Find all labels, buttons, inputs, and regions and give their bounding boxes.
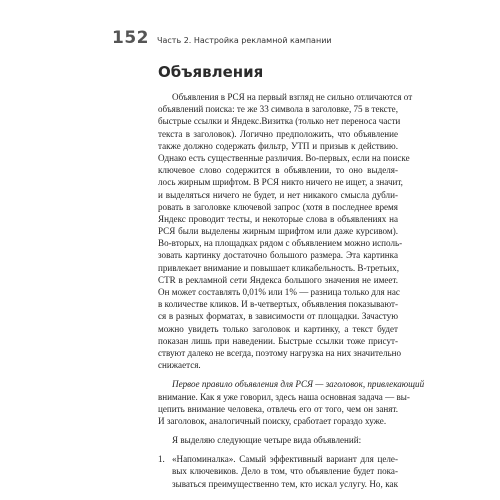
text-line: «Напоминалка». Самый эффективный вариант для целе- [172, 454, 398, 465]
text-line: привлекает внимание и повышает кликабельность. В-третьих, [158, 262, 399, 273]
text-line: зовать картинку достаточно большого размера. Эта картинка [158, 250, 398, 261]
text-line: в количестве кликов. И в-четвертых, объявления показывают- [158, 299, 398, 310]
list-item [158, 453, 398, 490]
text-line: вых ключевиков. Дело в том, что объявление будет пока- [172, 466, 398, 477]
text-line: Объявления в РСЯ на первый взгляд не сильно отличаются от [172, 92, 413, 102]
text-line: текста в заголовок). Логично предположить, что объявление [158, 128, 398, 139]
paragraph-spacer [158, 427, 398, 434]
list-item-number: 1. [158, 454, 165, 465]
paragraph-2 [158, 378, 425, 427]
text-line: И заголовок, аналогичный поиску, сработает гораздо хуже. [158, 415, 387, 426]
text-line: показан лишь при наведении. Быстрые ссылки тоже присут- [158, 335, 398, 346]
text-line: Во-вторых, на площадках рядом с объявлением можно исполь- [158, 238, 403, 249]
text-line: Яндекс проводит тесты, и некоторые слова в объявлениях на [158, 213, 398, 224]
numbered-list [158, 453, 398, 490]
list-item-first-line [158, 453, 398, 465]
page-header [112, 28, 332, 48]
italic-text-line: Первое правило объявления для РСЯ — заголовок, привлекающий [172, 379, 425, 390]
text-line: Однако есть существенные различия. Во-первых, если на поиске [158, 152, 410, 163]
text-line: внимание. Как я уже говорил, здесь наша основная задача — вы- [158, 391, 410, 402]
text-line: зываться преимущественно тем, кто искал услугу. Но, как [172, 478, 398, 489]
text-line: объявлений поиска: те же 33 символа в заголовке, 75 в тексте, [158, 104, 398, 115]
text-line: и выделяться ничего не будет, и нет никакого смысла дубли- [158, 189, 398, 200]
page-number: 152 [112, 28, 149, 48]
paragraph-1 [158, 91, 413, 371]
text-line: CTR в рекламной сети Яндекса большого значения не имеет. [158, 274, 398, 285]
paragraph-spacer [158, 446, 398, 453]
paragraph-spacer [158, 371, 398, 378]
body-text [158, 91, 425, 490]
running-head: Часть 2. Настройка рекламной кампании [157, 36, 332, 45]
text-line: также должно содержать фильтр, УТП и призыв к действию. [158, 140, 398, 151]
text-line: ся в разных форматах, в зависимости от площадки. Зачастую [158, 311, 398, 322]
text-line: ровать в заголовке ключевой запрос (хотя в последнее время [158, 201, 398, 212]
text-line: РСЯ были выделены жирным шрифтом или даже курсивом). [158, 226, 398, 237]
text-line: ключевое слово содержится в объявлении, то оно выделя- [158, 165, 398, 176]
text-line: быстрые ссылки и Яндекс.Визитка (только нет переноса части [158, 116, 401, 127]
section-title: Объявления [158, 63, 264, 81]
text-line: можно увидеть только заголовок и картинку, а текст будет [158, 323, 398, 334]
text-line: снижается. [158, 360, 201, 371]
paragraph-3 [158, 434, 398, 446]
text-line: лось жирным шрифтом. В РСЯ никто ничего не ищет, а значит, [158, 177, 403, 188]
text-line: ствуют далеко не всегда, поэтому нагрузка на них значительно [158, 347, 402, 358]
text-line: Он может составлять 0,01% или 1% — разница только для нас [158, 287, 400, 297]
text-line: цепить внимание человека, отвлечь его от того, чем он занят. [158, 403, 398, 414]
text-line: Я выделяю следующие четыре вида объявлений: [172, 435, 362, 446]
